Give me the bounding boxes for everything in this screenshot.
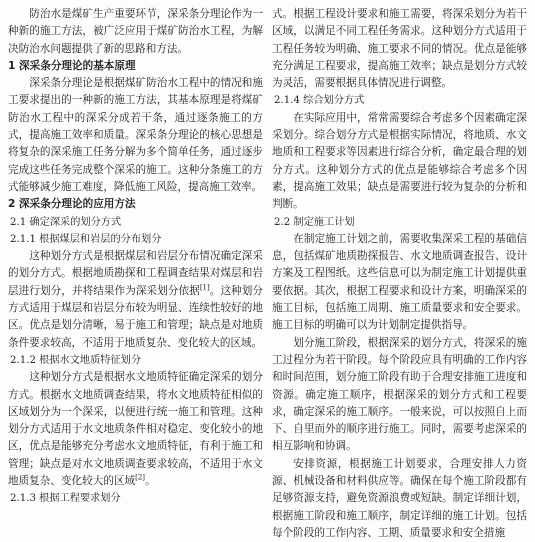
section-2-2-heading: 2.2 制定施工计划: [274, 216, 355, 228]
section-1-paragraph: 深采条分理论是根据煤矿防治水工程中的情况和施工要求提出的一种新的施工方法，其基本原理是将煤矿防治水工程中的深采分成若干条，通过逐条施工的方式，提高施工效率和质量。深采条分理论的核心思想是将复杂的深采施工任务分解为多个简单任务，通过逐步完成这些任务完成整个深采的施工。这种分条施工的方式能够减少施工难度，降低施工风险，提高施工效率。: [8, 77, 263, 193]
section-2-1-3-paragraph: 式。根据工程设计要求和施工需要，将深采划分为若干区域，以满足不同工程任务需求。这种划分方式适用于工程任务较为明确、施工要求不同的情况。优点是能够充分满足工程要求，提高施工效率；缺点是划分方式较为灵活，需要根据具体情况进行调整。: [272, 8, 527, 90]
section-2-1-4-paragraph: 在实际应用中，常常需要综合考虑多个因素确定深采划分。综合划分方式是根据实际情况，将地质、水文地质和工程要求等因素进行综合分析，确定最合理的划分方式。这种划分方式的优点是能够综合考虑多个因素，提高施工效果；缺点是需要进行较为复杂的分析和判断。: [272, 111, 527, 211]
paragraph-text: 。这种划分方式适用于煤层和岩层分布较为明显、连续性较好的地区。优点是划分清晰，易于施工和管理；缺点是对地质条件要求较高，不适用于地质复杂、变化较大的区域。: [8, 284, 264, 349]
left-column: [8, 6, 263, 508]
section-2-2-paragraph-3: 安排资源，根据施工计划要求，合理安排人力资源、机械设备和材料供应等。确保在每个施工阶段都有足够资源支持，避免资源浪费或短缺。制定详细计划，根据施工阶段和施工顺序，制定详细的施工计划。包括每个阶段的工作内容、工期、质量要求和安全措施: [272, 457, 527, 539]
section-2-1-1-paragraph: [8, 248, 263, 352]
section-2-heading: 2 深采条分理论的应用方法: [8, 198, 136, 211]
right-column: [272, 6, 527, 542]
section-2-1-1-heading: 2.1.1 根据煤层和岩层的分布划分: [10, 233, 162, 245]
paragraph-text: 。: [145, 475, 156, 488]
section-2-1-4-heading: 2.1.4 综合划分方式: [274, 95, 365, 107]
section-2-1-heading: 2.1 确定深采的划分方式: [10, 216, 122, 228]
section-2-2-paragraph-2: 划分施工阶段，根据深采的划分方式，将深采的施工过程分为若干阶段。每个阶段应具有明确的工作内容和时间范围，划分施工阶段有助于合理安排施工进度和资源。确定施工顺序，根据深采的划分方式和工程要求，确定深采的施工顺序。一般来说，可以按照自上而下、自里而外的顺序进行施工。同时，需要考虑深采的相互影响和协调。: [272, 336, 527, 453]
section-2-1-2-paragraph: [8, 369, 263, 490]
paragraph-text: 这种划分方式是根据煤层和岩层分布情况确定深采的划分方式。根据地质勘探和工程调查结果对煤层和岩层进行划分，并将结果作为深采划分依据: [8, 250, 263, 297]
citation-2: [2]: [135, 473, 146, 482]
section-2-2-paragraph-1: 在制定施工计划之前，需要收集深采工程的基础信息，包括煤矿地质勘探报告、水文地质调查报告、设计方案及工程图纸。这些信息可以为制定施工计划提供重要依据。其次，根据工程要求和设计方案，明确深采的施工目标，包括施工周期、施工质量要求和安全要求。施工目标的明确可以为计划制定提供指导。: [272, 232, 527, 332]
paragraph-text: 这种划分方式是根据水文地质特征确定深采的划分方式。根据水文地质调查结果，将水文地质特征相似的区域划分为一个深采，以便进行统一施工和管理。这种划分方式适用于水文地质条件相对稳定、变化较小的地区，优点是能够充分考虑水文地质特征，有利于施工和管理；缺点是对水文地质调查要求较高，不适用于水文地质复杂、变化较大的区域: [8, 371, 263, 488]
section-1-heading: 1 深采条分理论的基本原理: [8, 59, 136, 72]
intro-paragraph: 防治水是煤矿生产重要环节，深采条分理论作为一种新的施工方法，被广泛应用于煤矿防治水工程，为解决防治水问题提供了新的思路和方法。: [8, 8, 263, 55]
section-2-1-2-heading: 2.1.2 根据水文地质特征划分: [10, 354, 142, 366]
section-2-1-3-heading: 2.1.3 根据工程要求划分: [10, 493, 121, 505]
citation-1: [1]: [199, 283, 210, 292]
